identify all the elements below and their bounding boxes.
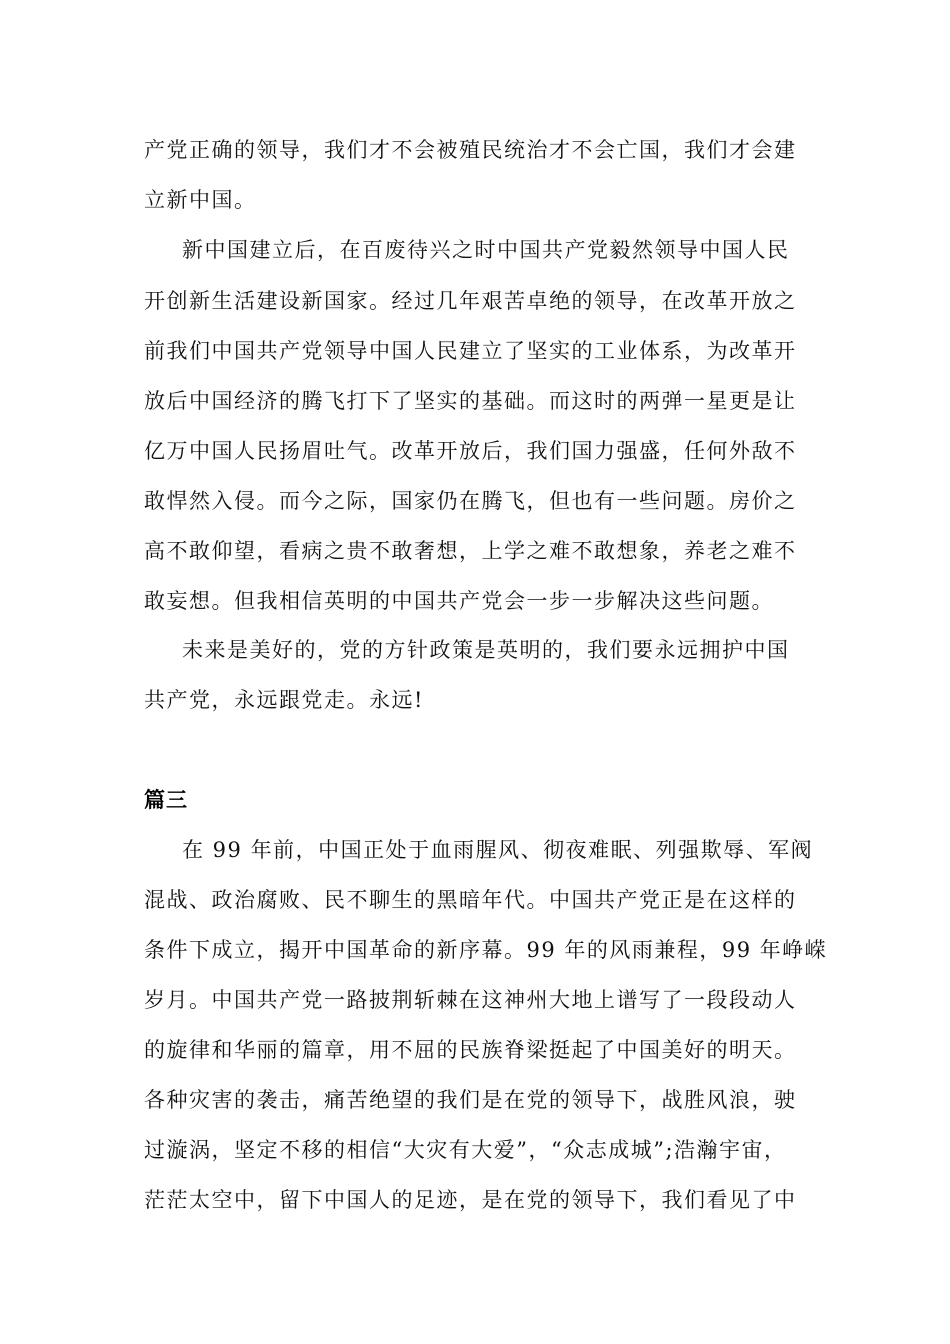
text-line: 亿万中国人民扬眉吐气。改革开放后，我们国力强盛，任何外敌不 xyxy=(144,439,797,463)
text-line: 过漩涡，坚定不移的相信“大灾有大爱”，“众志成城”;浩瀚宇宙， xyxy=(144,1138,787,1162)
text-line: 在 99 年前，中国正处于血雨腥风、彻夜难眠、列强欺辱、军阀 xyxy=(182,838,814,862)
text-line: 放后中国经济的腾飞打下了坚实的基础。而这时的两弹一星更是让 xyxy=(144,389,797,413)
text-line: 共产党，永远跟党走。永远! xyxy=(144,688,424,712)
text-line: 敢悍然入侵。而今之际，国家仍在腾飞，但也有一些问题。房价之 xyxy=(144,489,797,513)
text-line: 产党正确的领导，我们才不会被殖民统治才不会亡国，我们才会建 xyxy=(144,138,797,162)
text-line: 敢妄想。但我相信英明的中国共产党会一步一步解决这些问题。 xyxy=(144,589,774,613)
text-line: 未来是美好的，党的方针政策是英明的，我们要永远拥护中国 xyxy=(182,638,790,662)
section-heading: 篇三 xyxy=(144,788,188,812)
text-line: 条件下成立，揭开中国革命的新序幕。99 年的风雨兼程，99 年峥嵘 xyxy=(144,938,828,962)
text-line: 混战、政治腐败、民不聊生的黑暗年代。中国共产党正是在这样的 xyxy=(144,888,797,912)
text-line: 各种灾害的袭击，痛苦绝望的我们是在党的领导下，战胜风浪，驶 xyxy=(144,1088,797,1112)
text-line: 立新中国。 xyxy=(144,188,257,212)
text-line: 高不敢仰望，看病之贵不敢奢想，上学之难不敢想象，养老之难不 xyxy=(144,539,797,563)
text-line: 茫茫太空中，留下中国人的足迹，是在党的领导下，我们看见了中 xyxy=(144,1188,797,1212)
text-line: 的旋律和华丽的篇章，用不屈的民族脊梁挺起了中国美好的明天。 xyxy=(144,1038,797,1062)
text-line: 开创新生活建设新国家。经过几年艰苦卓绝的领导，在改革开放之 xyxy=(144,289,797,313)
text-line: 前我们中国共产党领导中国人民建立了坚实的工业体系，为改革开 xyxy=(144,339,797,363)
text-line: 岁月。中国共产党一路披荆斩棘在这神州大地上谱写了一段段动人 xyxy=(144,988,797,1012)
text-line: 新中国建立后，在百废待兴之时中国共产党毅然领导中国人民 xyxy=(182,238,790,262)
